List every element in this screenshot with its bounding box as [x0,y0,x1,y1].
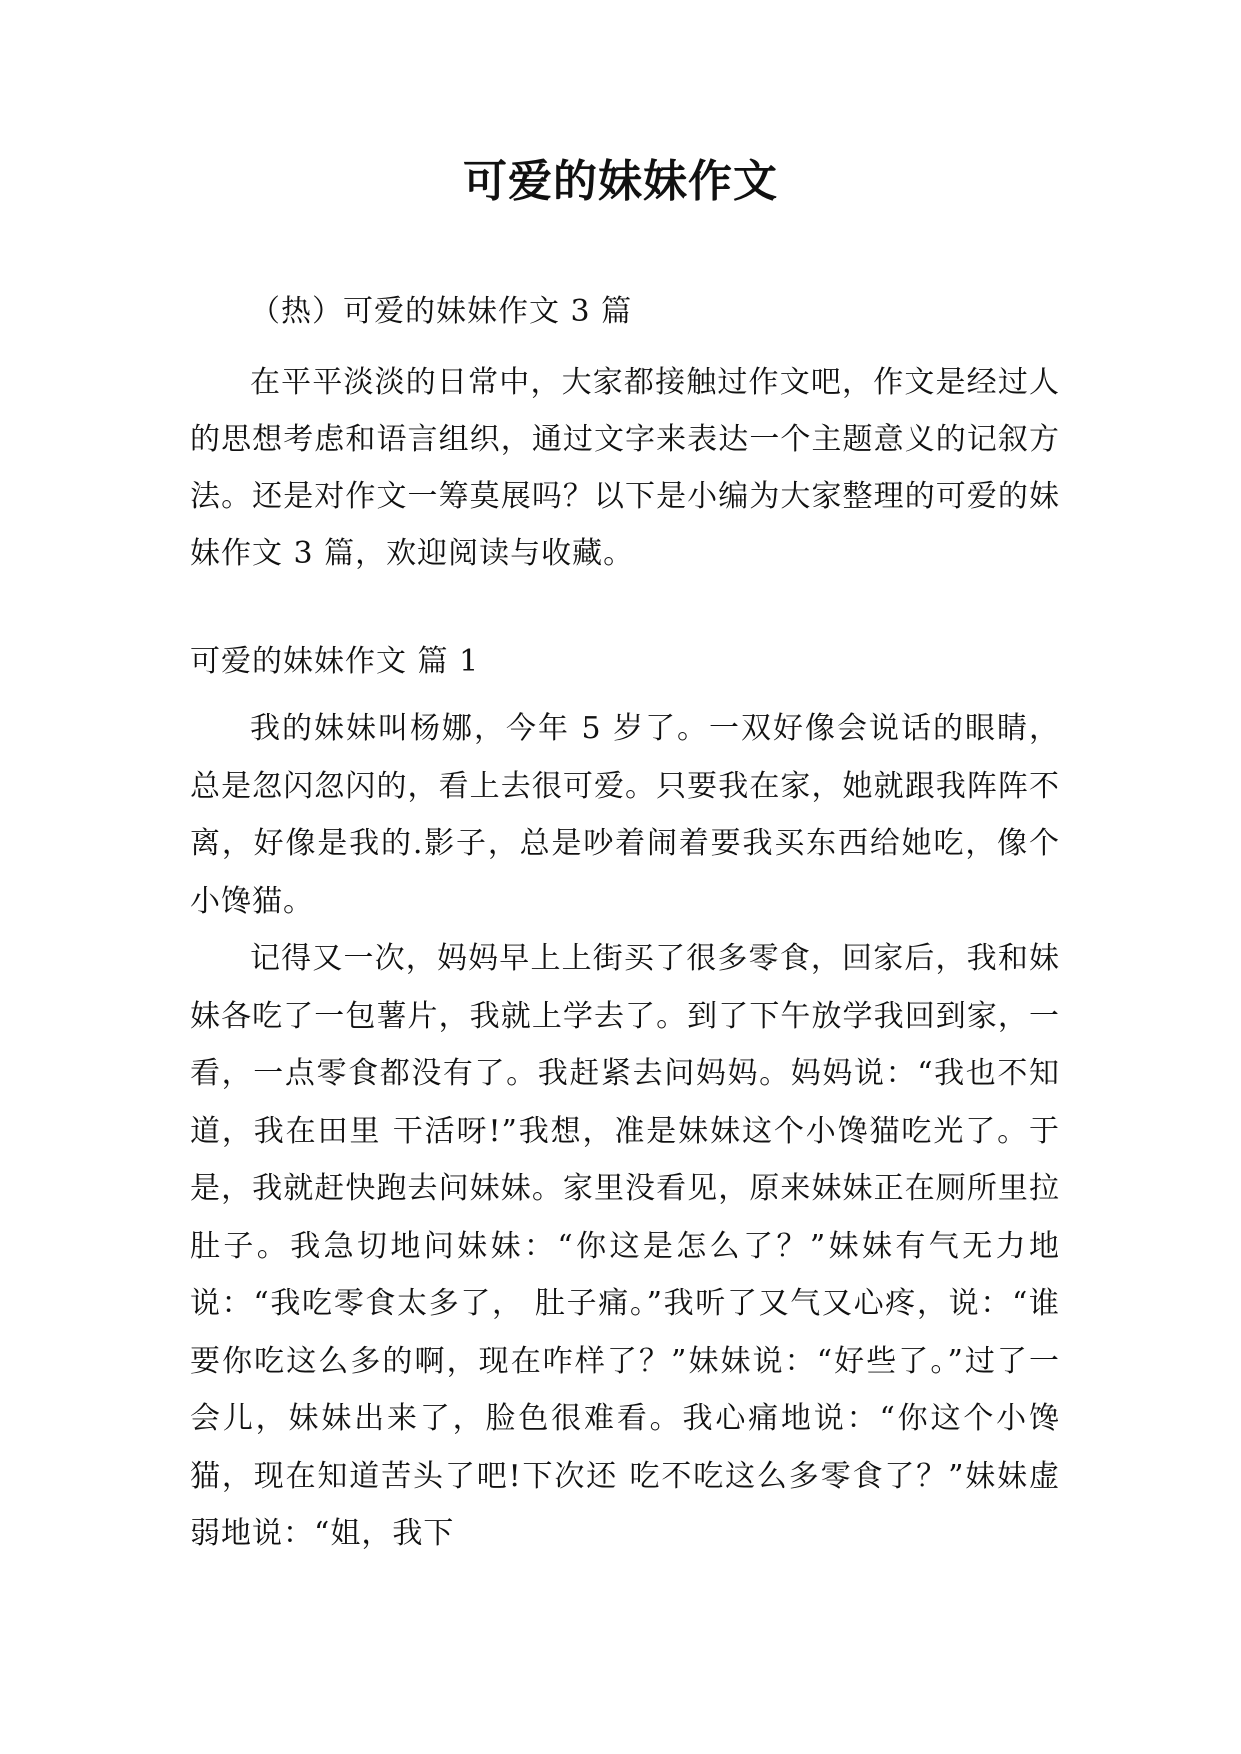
section-paragraph: 记得又一次，妈妈早上上街买了很多零食，回家后，我和妹妹各吃了一包薯片，我就上学去了。到了下午放学我回到家，一看，一点零食都没有了。我赶紧去问妈妈。妈妈说：“我也不知道，我在田里 干活呀!”我想，准是妹妹这个小馋猫吃光了。于是，我就赶快跑去问妹妹。家里没看见，原来妹妹正在厕所里拉肚子。我急切地问妹妹：“你这是怎么了？”妹妹有气无力地说：“我吃零食太多了， 肚子痛。”我听了又气又心疼，说：“谁要你吃这么多的啊，现在咋样了？”妹妹说：“好些了。”过了一会儿，妹妹出来了，脸色很难看。我心痛地说：“你这个小馋猫，现在知道苦头了吧!下次还 吃不吃这么多零食了？”妹妹虚弱地说：“姐，我下 [190,941,1060,1551]
document-title: 可爱的妹妹作文 [463,156,778,207]
intro-paragraph: 在平平淡淡的日常中，大家都接触过作文吧，作文是经过人的思想考虑和语言组织，通过文字来表达一个主题意义的记叙方法。还是对作文一筹莫展吗？以下是小编为大家整理的可爱的妹妹作文 3 篇，欢迎阅读与收藏。 [190,365,1060,571]
section-paragraph: 我的妹妹叫杨娜，今年 5 岁了。一双好像会说话的眼睛，总是忽闪忽闪的，看上去很可爱。只要我在家，她就跟我阵阵不离，好像是我的.影子，总是吵着闹着要我买东西给她吃，像个小馋猫。 [190,711,1060,919]
section-heading: 可爱的妹妹作文 篇 1 [190,644,480,679]
document-subtitle: （热）可爱的妹妹作文 3 篇 [250,294,633,329]
section-body [190,700,1060,1563]
